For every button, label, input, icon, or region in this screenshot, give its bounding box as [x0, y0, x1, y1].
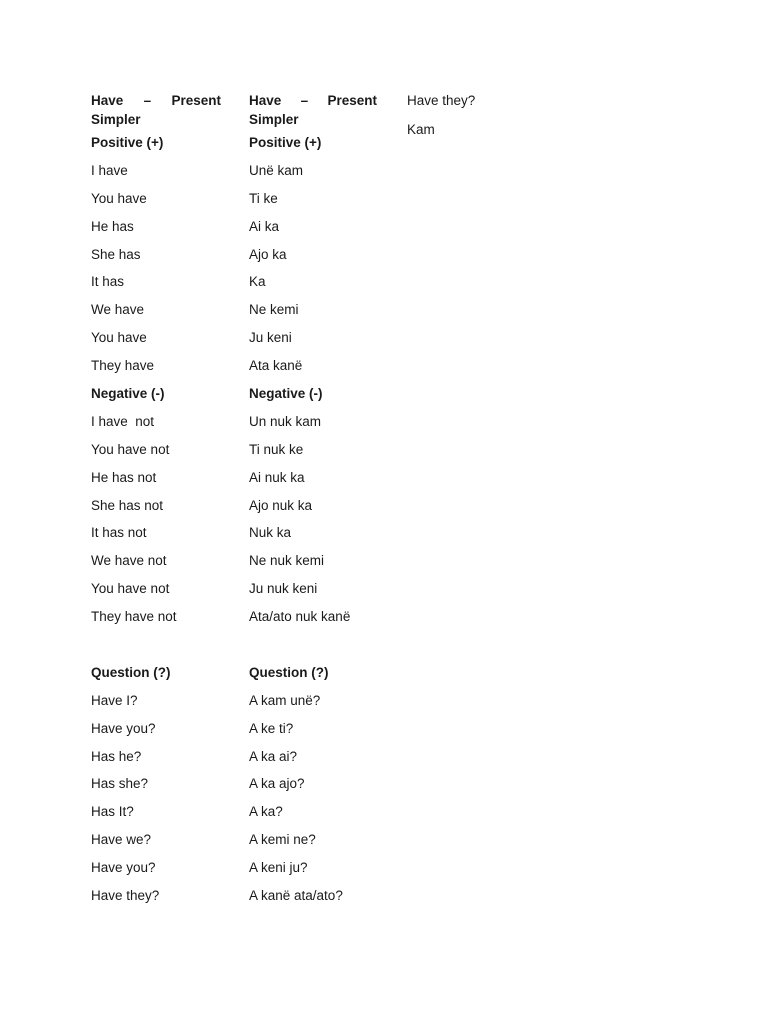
albanian-question-line: A kemi ne? [249, 832, 316, 848]
english-question-line: Has she? [91, 776, 149, 792]
albanian-question-line: A keni ju? [249, 860, 308, 876]
english-positive-line: They have [91, 358, 155, 374]
albanian-negative-line: Ajo nuk ka [249, 497, 313, 513]
english-question-line: Have you? [91, 720, 156, 736]
albanian-negative-line: Ne nuk kemi [249, 553, 325, 569]
albanian-negative-line: Nuk ka [249, 525, 292, 541]
english-negative-line: She has not [91, 497, 164, 513]
albanian-negative-label: Negative (-) [249, 386, 323, 402]
side-note: Have they? [407, 93, 476, 108]
albanian-negative-line: Ai nuk ka [249, 469, 305, 485]
albanian-positive-line: Ne kemi [249, 302, 299, 318]
albanian-positive-line: Ka [249, 274, 266, 290]
albanian-question-line: A ka ajo? [249, 776, 305, 792]
english-negative-line: We have not [91, 553, 167, 569]
albanian-positive-line: Ata kanë [249, 358, 303, 374]
albanian-positive-line: Ti ke [249, 190, 278, 206]
albanian-question-line: A ka ai? [249, 748, 298, 764]
english-negative-line: You have not [91, 441, 170, 457]
albanian-negative-line: Un nuk kam [249, 413, 322, 429]
albanian-question-line: A ka? [249, 804, 283, 820]
english-positive-line: You have [91, 190, 147, 206]
english-question-line: Has It? [91, 804, 134, 820]
english-positive-line: We have [91, 302, 145, 318]
english-positive-label: Positive (+) [91, 135, 164, 150]
english-negative-line: He has not [91, 469, 157, 485]
albanian-column [249, 91, 377, 910]
english-question-line: Have we? [91, 832, 152, 848]
english-negative-line: I have not [91, 413, 155, 429]
english-positive-line: You have [91, 330, 147, 346]
albanian-question-line: A kam unë? [249, 692, 321, 708]
side-note: Kam [407, 122, 435, 137]
english-question-line: Have they? [91, 888, 160, 904]
albanian-question-label: Question (?) [249, 664, 329, 680]
albanian-question-line: A ke ti? [249, 720, 294, 736]
english-negative-label: Negative (-) [91, 386, 165, 402]
english-heading: Have – Present Simpler [91, 93, 221, 127]
albanian-negative-line: Ti nuk ke [249, 441, 304, 457]
side-notes-column [407, 91, 527, 149]
albanian-positive-line: Unë kam [249, 162, 304, 178]
english-negative-line: It has not [91, 525, 147, 541]
english-positive-line: I have [91, 162, 128, 178]
albanian-positive-line: Ju keni [249, 330, 292, 346]
albanian-question-line: A kanë ata/ato? [249, 888, 343, 904]
albanian-negative-line: Ju nuk keni [249, 581, 318, 597]
section-spacer [91, 631, 221, 659]
albanian-positive-line: Ai ka [249, 218, 280, 234]
albanian-positive-line: Ajo ka [249, 246, 287, 262]
english-column [91, 91, 221, 910]
section-spacer [249, 631, 377, 659]
english-positive-line: He has [91, 218, 134, 234]
albanian-heading: Have – Present Simpler [249, 93, 377, 127]
albanian-negative-line: Ata/ato nuk kanë [249, 609, 351, 625]
english-question-line: Have I? [91, 692, 138, 708]
english-question-line: Have you? [91, 860, 156, 876]
english-negative-line: They have not [91, 609, 177, 625]
english-negative-line: You have not [91, 581, 170, 597]
albanian-positive-label: Positive (+) [249, 135, 322, 150]
english-positive-line: It has [91, 274, 125, 290]
english-question-label: Question (?) [91, 664, 171, 680]
english-positive-line: She has [91, 246, 141, 262]
english-question-line: Has he? [91, 748, 142, 764]
